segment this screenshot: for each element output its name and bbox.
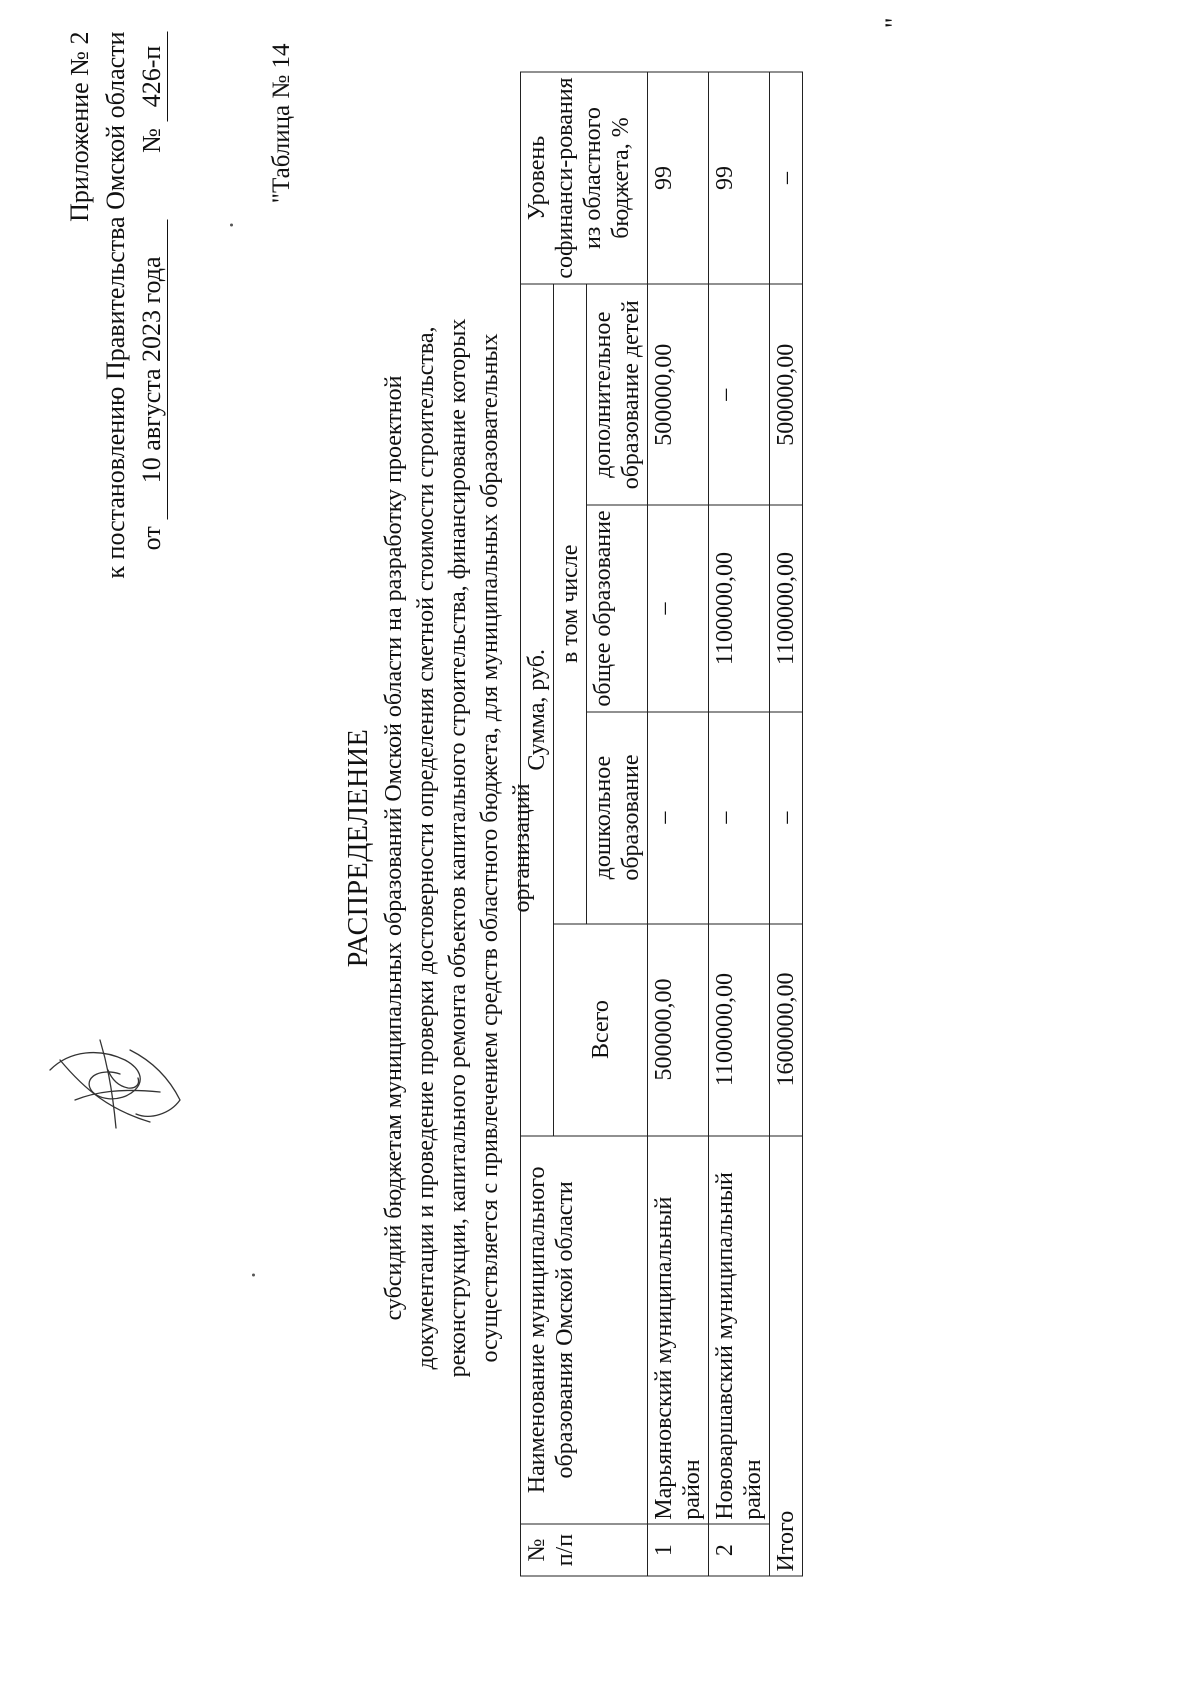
row-preschool: – [709, 712, 770, 924]
total-row [770, 72, 803, 1576]
header-additional: дополнительное образование детей [587, 284, 648, 505]
total-additional: 500000,00 [770, 284, 803, 505]
row-total: 1100000,00 [709, 924, 770, 1136]
total-general: 1100000,00 [770, 505, 803, 711]
header-including: в том числе [554, 284, 587, 923]
header-total: Всего [554, 924, 648, 1136]
closing-quote: " [880, 17, 909, 29]
title-block [340, 0, 538, 1697]
row-name: Нововаршавский муниципальный район [709, 1136, 770, 1525]
header-num: № п/п [521, 1524, 648, 1576]
resolution-number: 426-п [137, 32, 168, 122]
table-row [648, 72, 709, 1576]
stray-mark [230, 224, 233, 227]
row-cofinancing: 99 [709, 72, 770, 284]
row-additional: – [709, 284, 770, 505]
appendix-date-line [134, 32, 170, 551]
row-num: 1 [648, 1524, 709, 1576]
header-preschool: дошкольное образование [587, 712, 648, 924]
row-general: 1100000,00 [709, 505, 770, 711]
total-cofinancing: – [770, 72, 803, 284]
row-cofinancing: 99 [648, 72, 709, 284]
from-label: от [137, 526, 166, 551]
number-label: № [137, 128, 166, 153]
row-preschool: – [648, 712, 709, 924]
handwritten-signature-icon [40, 1030, 190, 1140]
total-sum: 1600000,00 [770, 924, 803, 1136]
total-preschool: – [770, 712, 803, 924]
appendix-resolution: к постановлению Правительства Омской области [101, 31, 130, 579]
row-name: Марьяновский муниципальный район [648, 1136, 709, 1525]
distribution-table [520, 72, 803, 1577]
header-row [521, 72, 554, 1576]
stray-mark [252, 1274, 255, 1277]
header-general: общее образование [587, 505, 648, 711]
resolution-date: 10 августа 2023 года [137, 220, 168, 520]
document-title: РАСПРЕДЕЛЕНИЕ [343, 728, 374, 968]
row-num: 2 [709, 1524, 770, 1576]
row-total: 500000,00 [648, 924, 709, 1136]
total-label: Итого [770, 1136, 803, 1576]
header-name: Наименование муниципального образования Омской области [521, 1136, 648, 1525]
header-cofinancing: Уровень софинанси-рования из областного бюджета, % [521, 72, 648, 284]
appendix-header [62, 32, 170, 579]
header-sum: Сумма, руб. [521, 284, 554, 1135]
row-general: – [648, 505, 709, 711]
appendix-number: Приложение № 2 [65, 31, 94, 222]
document-subtitle: субсидий бюджетам муниципальных образований Омской области на разработку проектной документации и проведение проверки достоверности определения сметной стоимости строительства, реконструкции, капитального ремонта объектов капитального строительства, финансирование которых осуществляется с привлечением средств областного бюджета, для муниципальных образовательных организаций [381, 318, 535, 1378]
row-additional: 500000,00 [648, 284, 709, 505]
table-row [709, 72, 770, 1576]
table-label: "Таблица № 14 [268, 43, 295, 204]
